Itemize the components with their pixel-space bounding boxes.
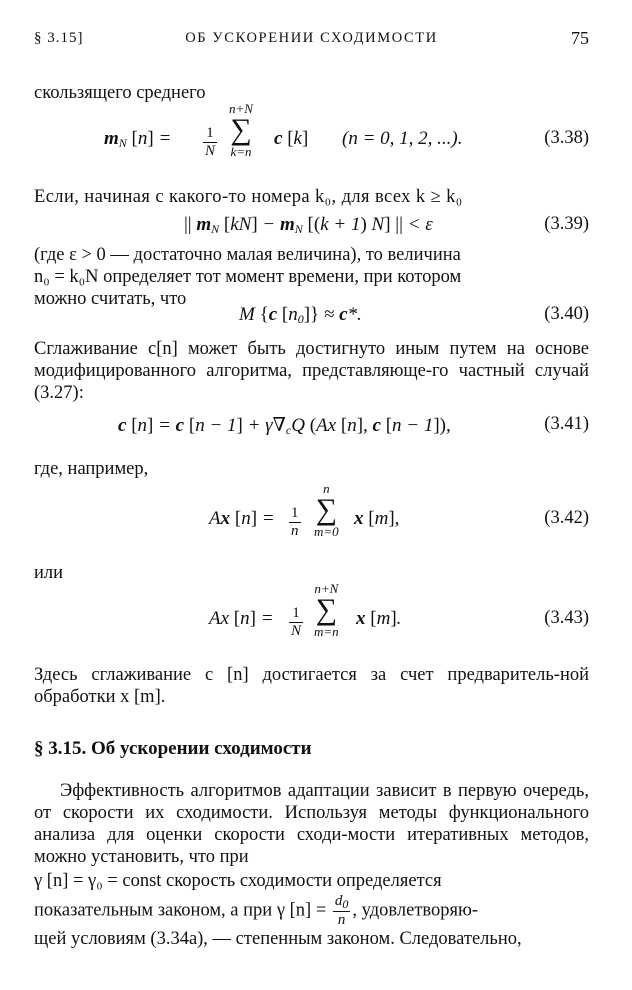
eq-3-38-number: (3.38) (544, 128, 589, 148)
header-section-ref: § 3.15] (34, 30, 84, 46)
text-exponential-law-b: , удовлетворяю- (352, 900, 479, 921)
text-can-assume: можно считать, что (34, 289, 187, 309)
equation-3-38: $m_N$ [n] = $\frac{1}{N}$ n+N ∑ k=n c [k] (n = 0, 1, 2, ...). (3.38) (104, 101, 589, 159)
text-sliding-average: скользящего среднего (34, 83, 206, 103)
eq-3-43-number: (3.43) (544, 608, 589, 628)
eq-3-40-number: (3.40) (544, 304, 589, 324)
page-header (34, 28, 589, 52)
text-smoothing-modified: Сглаживание c[n] может быть достигнуто иным путем на основе модифицированного алгоритма, представляюще-го частный случай (3.27): (34, 339, 589, 403)
text-power-law: щей условиям (3.34а), — степенным законом. Следовательно, (34, 929, 522, 949)
text-exponential-law (34, 894, 589, 928)
text-where-epsilon: (где ε > 0 — достаточно малая величина), то величина (34, 245, 461, 265)
eq-3-39-number: (3.39) (544, 214, 589, 234)
text-gamma-const: γ [n] = γ₀ = const скорость сходимости определяется (34, 871, 442, 891)
page-number: 75 (571, 28, 589, 48)
equation-3-39: || $m_N$ $[kN] - m_N$ [(k + 1) N] || < ε (3.39) (184, 214, 589, 236)
eq-3-42-number: (3.42) (544, 508, 589, 528)
text-n0-defines: n₀ = k₀N определяет тот момент времени, при котором (34, 267, 462, 287)
text-efficiency: Эффективность алгоритмов адаптации зависит в первую очередь, от скорости их сходимости. Используя методы функционального анализа для оценки скорости сходи-мости итеративных методов, можно установить, что при (34, 781, 589, 867)
equation-3-41: c [n] = c $[n - 1] + \gamma\nabla_cQ$ (Ax [n], c [n − 1]), (3.41) (118, 414, 589, 437)
section-title: § 3.15. Об ускорении сходимости (34, 738, 312, 759)
equation-3-42: Ax [n] = $\frac{1}{n}$ n ∑ m=0 x [m], (3.42) (209, 481, 589, 539)
header-running-title: ОБ УСКОРЕНИИ СХОДИМОСТИ (185, 30, 438, 46)
eq-3-38-condition: (n = 0, 1, 2, ...). (342, 128, 463, 149)
equation-3-40: M {c $[n_0]\} \approx c*$. (3.40) (239, 304, 589, 326)
text-if-starting: Если, начиная с какого-то номера k₀, для всех k ≥ k₀ (34, 187, 463, 207)
text-or: или (34, 563, 64, 583)
book-page (34, 28, 589, 950)
eq-3-41-number: (3.41) (544, 414, 589, 434)
equation-3-43: Ax [n] = $\frac{1}{N}$ n+N ∑ m=n x [m]. (3.43) (209, 581, 589, 639)
fraction-d0-over-n: $\frac{d_0}{n}$ (334, 893, 349, 928)
text-smoothing-achieved: Здесь сглаживание c [n] достигается за счет предваритель-ной обработки x [m]. (34, 665, 589, 707)
text-for-example: где, например, (34, 459, 149, 479)
text-exponential-law-a: показательным законом, а при γ [n] = (34, 900, 327, 921)
